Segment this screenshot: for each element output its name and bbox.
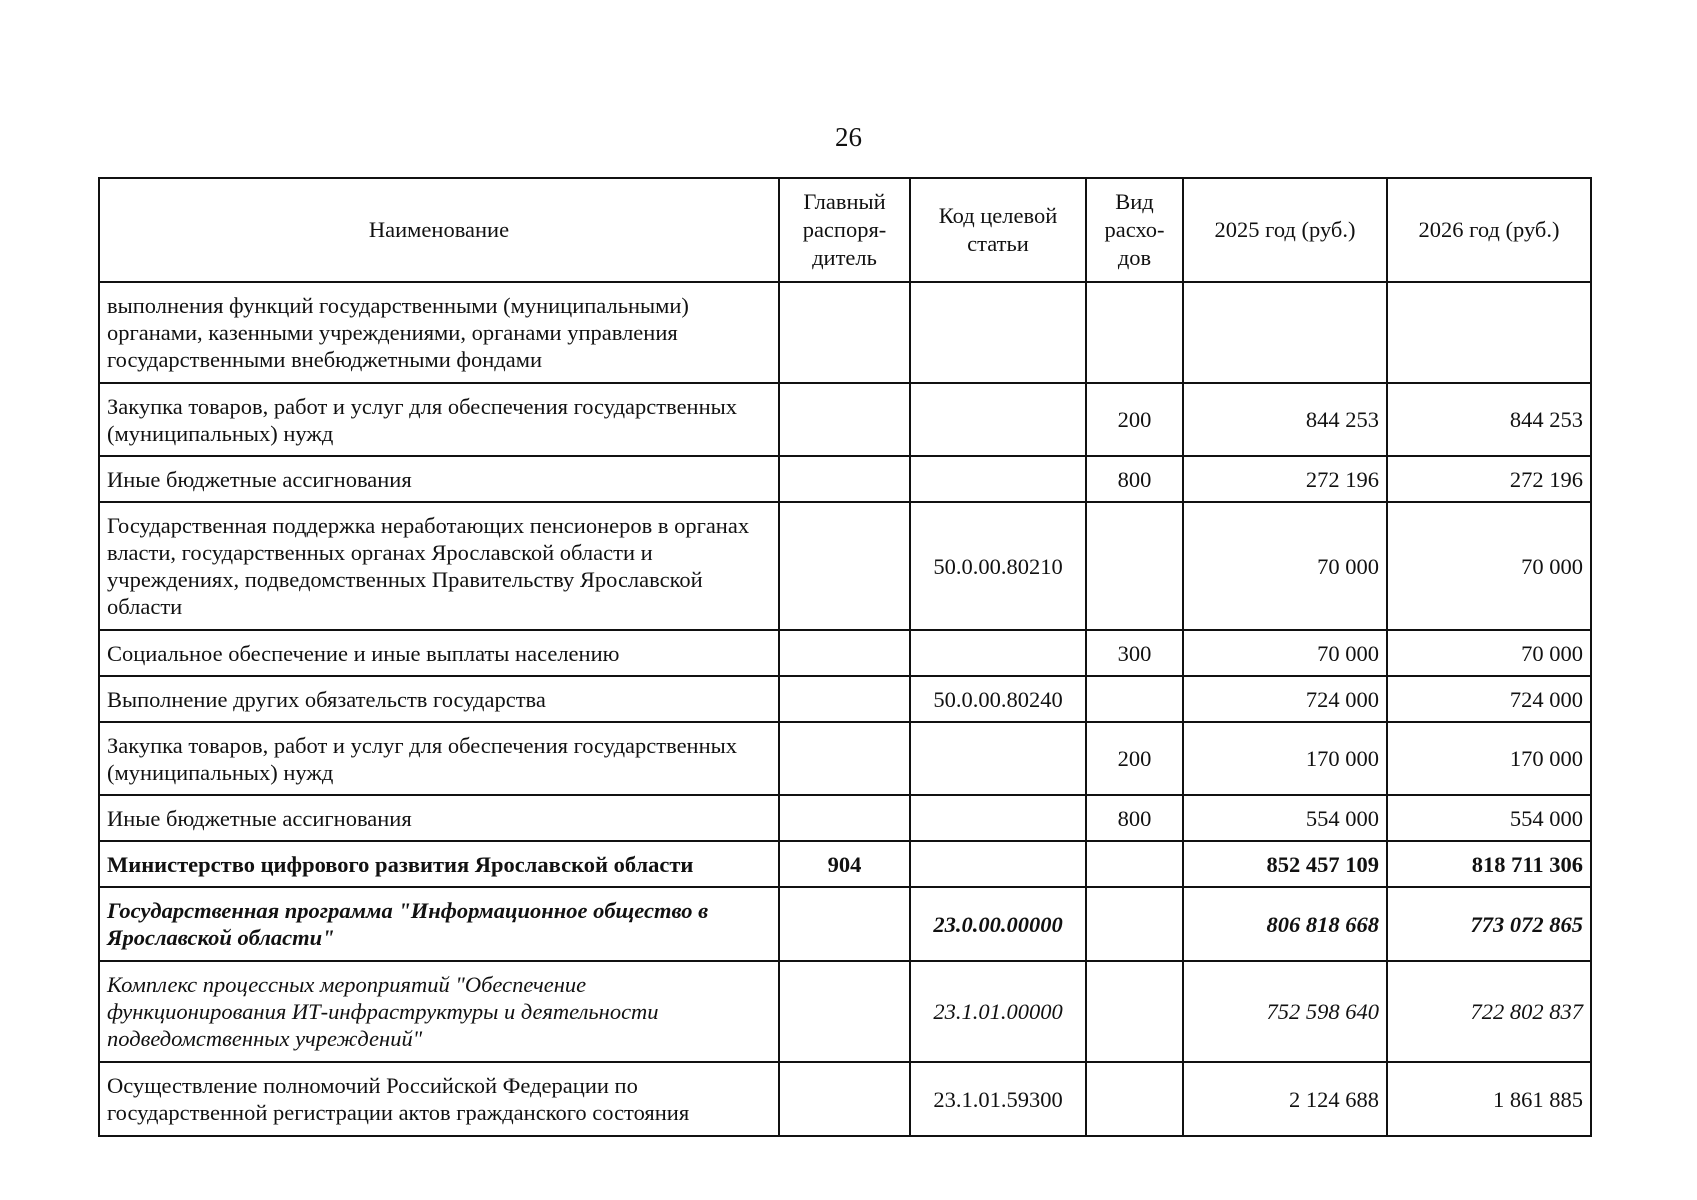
- row-name: Государственная поддержка неработающих пенсионеров в органах власти, государственных органах Ярославской области и учреждениях, подведомственных Правительству Ярославской области: [99, 502, 779, 630]
- table-row: [99, 676, 1591, 722]
- row-2025: 806 818 668: [1183, 887, 1387, 961]
- row-2025: 852 457 109: [1183, 841, 1387, 887]
- row-name: Иные бюджетные ассигнования: [99, 795, 779, 841]
- table-row: [99, 383, 1591, 456]
- header-manager: Главный распоря-дитель: [779, 178, 910, 282]
- header-2026: 2026 год (руб.): [1387, 178, 1591, 282]
- header-code: Код целевой статьи: [910, 178, 1086, 282]
- table-row: [99, 887, 1591, 961]
- row-code: [910, 841, 1086, 887]
- row-type: 800: [1086, 456, 1183, 502]
- table-row: [99, 456, 1591, 502]
- header-type: Вид расхо-дов: [1086, 178, 1183, 282]
- row-manager: [779, 383, 910, 456]
- row-manager: [779, 887, 910, 961]
- row-2026: 844 253: [1387, 383, 1591, 456]
- row-2026: 818 711 306: [1387, 841, 1591, 887]
- table-row: [99, 1062, 1591, 1136]
- row-code: 23.1.01.00000: [910, 961, 1086, 1062]
- row-name: Выполнение других обязательств государства: [99, 676, 779, 722]
- row-code: [910, 630, 1086, 676]
- row-2026: [1387, 282, 1591, 383]
- row-code: [910, 282, 1086, 383]
- row-2025: 170 000: [1183, 722, 1387, 795]
- row-code: [910, 722, 1086, 795]
- row-2025: 844 253: [1183, 383, 1387, 456]
- row-code: [910, 795, 1086, 841]
- row-manager: [779, 795, 910, 841]
- row-2025: 2 124 688: [1183, 1062, 1387, 1136]
- row-manager: [779, 282, 910, 383]
- header-name: Наименование: [99, 178, 779, 282]
- table-row: [99, 841, 1591, 887]
- row-2025: 272 196: [1183, 456, 1387, 502]
- row-code: 23.0.00.00000: [910, 887, 1086, 961]
- row-2026: 773 072 865: [1387, 887, 1591, 961]
- row-2026: 724 000: [1387, 676, 1591, 722]
- row-2026: 554 000: [1387, 795, 1591, 841]
- row-type: [1086, 502, 1183, 630]
- row-type: 200: [1086, 383, 1183, 456]
- row-type: [1086, 1062, 1183, 1136]
- row-2026: 170 000: [1387, 722, 1591, 795]
- row-name: Закупка товаров, работ и услуг для обеспечения государственных (муниципальных) нужд: [99, 722, 779, 795]
- row-type: 300: [1086, 630, 1183, 676]
- row-code: [910, 383, 1086, 456]
- table-row: [99, 795, 1591, 841]
- row-manager: [779, 722, 910, 795]
- table-row: [99, 961, 1591, 1062]
- table-header-row: [99, 178, 1591, 282]
- row-2026: 722 802 837: [1387, 961, 1591, 1062]
- table-row: [99, 722, 1591, 795]
- row-type: [1086, 676, 1183, 722]
- row-2025: 724 000: [1183, 676, 1387, 722]
- row-2025: 70 000: [1183, 630, 1387, 676]
- budget-table: [98, 177, 1592, 1137]
- row-type: [1086, 887, 1183, 961]
- row-2026: 70 000: [1387, 502, 1591, 630]
- row-2025: [1183, 282, 1387, 383]
- table-row: [99, 282, 1591, 383]
- row-type: [1086, 282, 1183, 383]
- row-code: 50.0.00.80240: [910, 676, 1086, 722]
- row-name: Комплекс процессных мероприятий "Обеспечение функционирования ИТ-инфраструктуры и деятельности подведомственных учреждений": [99, 961, 779, 1062]
- row-name: Иные бюджетные ассигнования: [99, 456, 779, 502]
- row-name: Осуществление полномочий Российской Федерации по государственной регистрации актов гражданского состояния: [99, 1062, 779, 1136]
- row-manager: [779, 676, 910, 722]
- row-manager: [779, 502, 910, 630]
- table-row: [99, 630, 1591, 676]
- row-type: 200: [1086, 722, 1183, 795]
- row-type: 800: [1086, 795, 1183, 841]
- row-2025: 70 000: [1183, 502, 1387, 630]
- table-row: [99, 502, 1591, 630]
- row-name: выполнения функций государственными (муниципальными) органами, казенными учреждениями, органами управления государственными внебюджетными фондами: [99, 282, 779, 383]
- row-2026: 70 000: [1387, 630, 1591, 676]
- row-2026: 272 196: [1387, 456, 1591, 502]
- row-name: Закупка товаров, работ и услуг для обеспечения государственных (муниципальных) нужд: [99, 383, 779, 456]
- page-number: 26: [835, 122, 862, 152]
- row-2025: 752 598 640: [1183, 961, 1387, 1062]
- row-2026: 1 861 885: [1387, 1062, 1591, 1136]
- row-name: Государственная программа "Информационное общество в Ярославской области": [99, 887, 779, 961]
- row-type: [1086, 841, 1183, 887]
- row-manager: [779, 1062, 910, 1136]
- row-type: [1086, 961, 1183, 1062]
- row-code: 23.1.01.59300: [910, 1062, 1086, 1136]
- row-name: Министерство цифрового развития Ярославской области: [99, 841, 779, 887]
- row-manager: [779, 961, 910, 1062]
- row-name: Социальное обеспечение и иные выплаты населению: [99, 630, 779, 676]
- row-manager: 904: [779, 841, 910, 887]
- header-2025: 2025 год (руб.): [1183, 178, 1387, 282]
- row-2025: 554 000: [1183, 795, 1387, 841]
- row-manager: [779, 630, 910, 676]
- row-manager: [779, 456, 910, 502]
- row-code: [910, 456, 1086, 502]
- row-code: 50.0.00.80210: [910, 502, 1086, 630]
